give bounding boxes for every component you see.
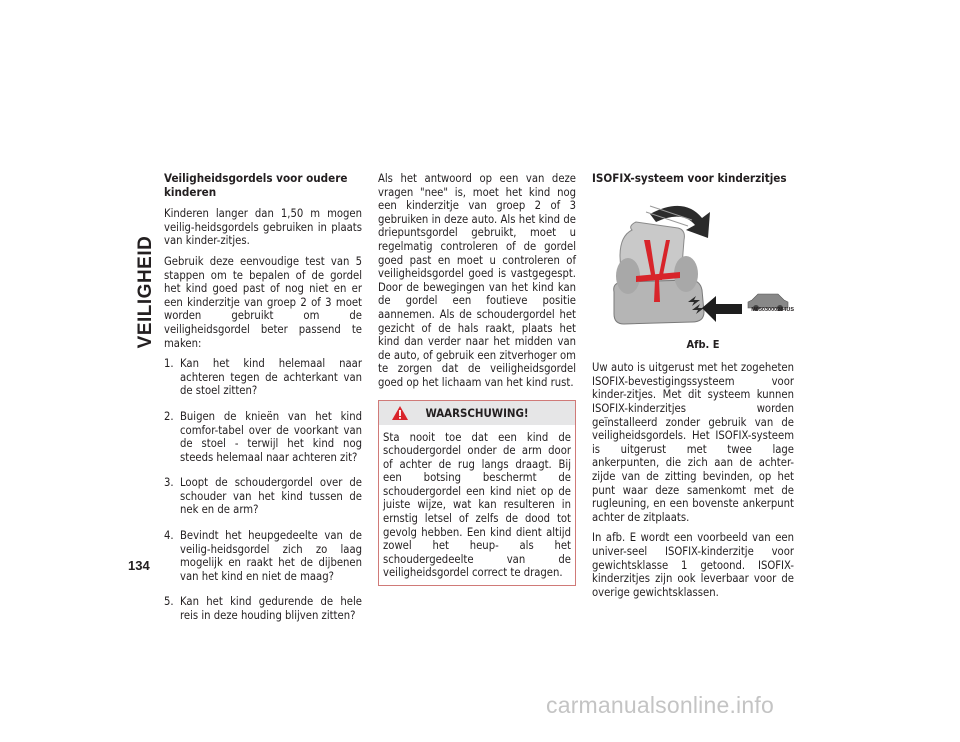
- step-number: 2.: [164, 409, 174, 423]
- step-number: 4.: [164, 529, 174, 543]
- heading-older-children: Veiligheidsgordels voor oudere kinderen: [164, 171, 348, 199]
- figure-caption: Afb. E: [686, 337, 720, 351]
- site-watermark: carmanualsonline.info: [546, 692, 774, 718]
- warning-header: [379, 401, 575, 425]
- heading-isofix: ISOFIX-systeem voor kinderzitjes: [592, 171, 787, 185]
- list-item: [164, 595, 362, 622]
- warning-title: WAARSCHUWING!: [425, 405, 529, 420]
- column-2: [378, 172, 576, 586]
- section-side-tab: [136, 172, 156, 412]
- paragraph-isofix-example: In afb. E wordt een voorbeeld van een univer-seel ISOFIX-kinderzitje voor gewichtsklasse 1 getoond. ISOFIX-kinderzitjes zijn ook leverbaar voor de overige gewichtsklassen.: [592, 531, 794, 599]
- paragraph-test-intro: Gebruik deze eenvoudige test van 5 stappen om te bepalen of de gordel het kind goed past of nog niet en er een kinderzitje van groep 2 of 3 moet worden gebruikt om de veiligheidsgordel beter passend te maken:: [164, 254, 362, 350]
- list-item: [164, 357, 362, 398]
- page-number: 134: [128, 558, 150, 573]
- warning-text: Sta nooit toe dat een kind de schoudergordel onder de arm door of achter de rug langs draagt. Bij een botsing beschermt de schoudergordel een kind niet op de juiste wijze, wat kan resulteren in ernstig letsel of zelfs de dood tot gevolg hebben. Een kind dient altijd zowel het heup- als het schoudergedeelte van de veiligheidsgordel correct te dragen.: [383, 430, 571, 580]
- warning-box: [378, 400, 576, 587]
- list-item: [164, 529, 362, 583]
- step-number: 3.: [164, 476, 174, 490]
- paragraph-height-rule: Kinderen langer dan 1,50 m mogen veilig-heidsgordels gebruiken in plaats van kinder-zitjes.: [164, 207, 362, 248]
- list-item: [164, 476, 362, 517]
- step-text: Loopt de schoudergordel over de schouder van het kind tussen de nek en de arm?: [180, 476, 362, 517]
- column-1: [164, 172, 362, 635]
- column-3: [592, 172, 794, 606]
- isofix-figure: [592, 196, 794, 334]
- warning-triangle-icon: [391, 405, 409, 421]
- paragraph-answer-no: Als het antwoord op een van deze vragen "nee" is, moet het kind nog een kinderzitje van groep 2 of 3 gebruiken in deze auto. Als het kind de driepuntsgordel gebruikt, moet u regelmatig controleren of de gordel goed past en moet u controleren of veiligheidsgordel goed is vastgegespt. Door de bewegingen van het kind kan de gordel een foutieve positie aannemen. Als de schoudergordel het gezicht of de hals raakt, plaats het kind dan verder naar het midden van de auto, of gebruik een zitverhoger om te zorgen dat de veiligheidsgordel goed op het lichaam van het kind rust.: [378, 172, 576, 389]
- step-text: Kan het kind helemaal naar achteren tegen de achterkant van de stoel zitten?: [180, 357, 362, 398]
- step-number: 1.: [164, 357, 174, 371]
- direction-arrow-icon: [702, 296, 742, 322]
- list-item: [164, 410, 362, 464]
- test-steps-list: [164, 357, 362, 623]
- section-title: VEILIGHEID: [135, 235, 156, 349]
- step-number: 5.: [164, 595, 174, 609]
- figure-code: M0503000284US: [751, 307, 794, 313]
- step-text: Kan het kind gedurende de hele reis in deze houding blijven zitten?: [180, 595, 362, 623]
- paragraph-isofix-description: Uw auto is uitgerust met het zogeheten ISOFIX-bevestigingssysteem voor kinder-zitjes. Met dit systeem kunnen ISOFIX-kinderzitjes worden geïnstalleerd zonder gebruik van de veiligheidsgordels. Het ISOFIX-systeem is uitgerust met twee lage ankerpunten, die zich aan de achter-zijde van de zitting bevinden, op het punt waar deze samenkomt met de rugleuning, en een bovenste ankerpunt achter de zitplaats.: [592, 361, 794, 524]
- step-text: Bevindt het heupgedeelte van de veilig-heidsgordel zich zo laag mogelijk en raakt het de dijbenen van het kind en niet de maag?: [180, 529, 362, 583]
- step-text: Buigen de knieën van het kind comfor-tabel over de voorkant van de stoel - terwijl het kind nog steeds helemaal naar achteren zit?: [180, 409, 362, 464]
